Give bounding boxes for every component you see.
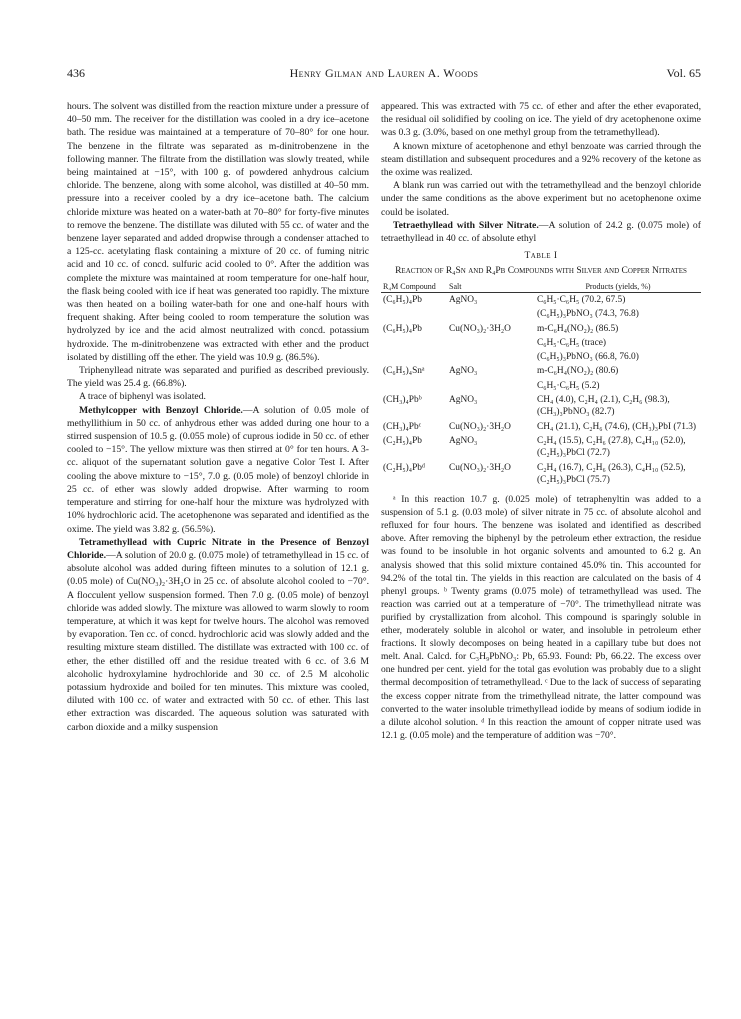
- paragraph: [67, 390, 369, 403]
- products-cell: CH₄ (4.0), C₂H₄ (2.1), C₂H₆ (98.3), (CH₃)₃PbNO₃ (82.7): [537, 395, 670, 418]
- salt-cell: Cu(NO₃)₂·3H₂O: [449, 421, 511, 432]
- table-row: [381, 434, 701, 461]
- salt-cell: [447, 307, 535, 321]
- running-title: Henry Gilman and Lauren A. Woods: [289, 66, 479, 80]
- products-cell: m-C₆H₄(NO₂)₂ (80.6): [537, 366, 619, 377]
- table-row: [381, 379, 701, 393]
- table-row: [381, 420, 701, 434]
- paragraph-text: A trace of biphenyl was isolated.: [79, 391, 206, 403]
- salt-cell: [447, 350, 535, 364]
- compound-cell: [381, 307, 447, 321]
- table-caption: Reaction of R₄Sn and R₄Pb Compounds with Silver and Copper Nitrates: [395, 266, 687, 277]
- products-cell: CH₄ (21.1), C₂H₆ (74.6), (CH₃)₃PbI (71.3): [537, 421, 697, 432]
- salt-cell: AgNO₃: [449, 435, 478, 446]
- table-footnotes: [381, 494, 701, 743]
- paragraph: [381, 179, 701, 219]
- paragraph-text: A blank run was carried out with the tetramethyllead and the benzoyl chloride under the same conditions as the above experiment but no acetophenone oxime could be isolated.: [381, 180, 701, 218]
- right-column-paragraphs: [381, 100, 701, 245]
- column-header-products: Products (yields, %): [535, 281, 701, 293]
- table-title: Table I: [524, 251, 558, 262]
- products-cell: C₂H₄ (16.7), C₂H₆ (26.3), C₄H₁₀ (52.5), (C₂H₅)₃PbCl (75.7): [537, 462, 686, 485]
- compound-cell: [381, 336, 447, 350]
- footnote: ᵃ In this reaction 10.7 g. (0.025 mole) of tetraphenyltin was added to a suspension of 5.1 g. (0.03 mole) of silver nitrate in 75 cc. of absolute alcohol and refluxed for four hours. The benzene was isolated and identified as described above. After removing the biphenyl by the petroleum ether extraction, the residue was found to be insoluble in hot organic solvents and amounted to 6.2 g. An analysis showed that this solid mixture contained 45.0% tin. This accounted for 94.2% of the total tin. The yields in this reaction are calculated on the basis of 4 phenyl groups. ᵇ Twenty grams (0.075 mole) of tetramethyllead was used. The reaction was carried out at a temperature of −70°. The trimethyllead nitrate was purified by crystallization from alcohol. This compound is sparingly soluble in ether, moderately soluble in alcohol or water, and insoluble in petroleum ether fractions. It slowly decomposes on being heated in a capillary tube but does not melt. Anal. Calcd. for C₃H₉PbNO₃: Pb, 65.93. Found: Pb, 66.22. The excess over one hundred per cent. yield for the total gas evolution was probably due to a slight thermal decomposition of tetramethyllead. ᶜ Due to the lack of success of separating the excess copper nitrate from the trimethyllead nitrate, the latter compound was converted to the water insoluble trimethyllead iodide by means of sodium iodide in a dilute alcohol solution. ᵈ In this reaction the amount of copper nitrate used was 12.1 g. (0.05 mole) and the temperature of addition was −70°.: [381, 495, 701, 741]
- products-cell: (C₆H₅)₃PbNO₃ (66.8, 76.0): [537, 352, 639, 363]
- salt-cell: AgNO₃: [449, 366, 478, 377]
- section-heading: Tetraethyllead with Silver Nitrate.: [393, 219, 539, 231]
- table-row: [381, 292, 701, 307]
- table-row: [381, 336, 701, 350]
- table-row: [381, 461, 701, 488]
- compound-cell: (C₆H₅)₄Snᵃ: [383, 366, 425, 377]
- salt-cell: [447, 379, 535, 393]
- salt-cell: AgNO₃: [449, 294, 478, 305]
- products-cell: (C₆H₅)₃PbNO₃ (74.3, 76.8): [537, 309, 639, 320]
- table-row: [381, 322, 701, 336]
- table-header-row: [381, 281, 701, 293]
- salt-cell: Cu(NO₃)₂·3H₂O: [449, 462, 511, 473]
- column-header-compound: R₄M Compound: [381, 281, 447, 293]
- compound-cell: [381, 350, 447, 364]
- paragraph: [67, 536, 369, 734]
- products-cell: C₆H₅·C₆H₅ (trace): [537, 337, 607, 348]
- products-cell: C₆H₅·C₆H₅ (70.2, 67.5): [537, 294, 626, 305]
- paragraph: [381, 100, 701, 140]
- results-table: [381, 281, 701, 487]
- right-column: [381, 100, 701, 743]
- page-number: 436: [67, 66, 85, 80]
- column-header-salt: Salt: [447, 281, 535, 293]
- left-column: [67, 100, 369, 734]
- paragraph: [67, 100, 369, 364]
- paragraph: [381, 219, 701, 245]
- paragraph-text: —A solution of 20.0 g. (0.075 mole) of tetramethyllead in 15 cc. of absolute alcohol was added during fifteen minutes to a solution of 12.1 g. (0.05 mole) of Cu(NO₃)₂·3H₂O in 25 cc. of absolute alcohol cooled to −70°. A flocculent yellow suspension formed. Then 7.0 g. (0.05 mole) of benzoyl chloride was added slowly. The mixture was allowed to warm slowly to room temperature, at which it was kept for twelve hours. The alcohol was removed by evaporation. Ten cc. of concd. hydrochloric acid was slowly added and the resulting mixture steam distilled. The distillate was extracted with 100 cc. of ether, the ether distilled off and the residue treated with 6 cc. of 3.6 M alcoholic hydroxylamine hydrochloride and 30 cc. of 2.5 M alcoholic potassium hydroxide and boiled for ten minutes. This mixture was cooled, diluted with 100 cc. of water and extracted with 50 cc. of ether. This last ether extraction was discarded. The aqueous solution was saturated with carbon dioxide and a milky suspension: [67, 549, 369, 733]
- paragraph-text: A known mixture of acetophenone and ethyl benzoate was carried through the steam distillation and subsequent procedures and a 92% recovery of the ketone as the oxime was realized.: [381, 140, 701, 179]
- compound-cell: (C₂H₅)₄Pb: [383, 435, 422, 446]
- table-row: [381, 307, 701, 321]
- compound-cell: (CH₃)₄Pbᶜ: [383, 421, 422, 432]
- paragraph-text: appeared. This was extracted with 75 cc. of ether and after the ether evaporated, the residual oil solidified by cooling on ice. The yield of dry acetophenone oxime was 0.3 g. (3.0%, based on one methyl group from the tetramethyllead).: [381, 101, 701, 139]
- paragraph-text: —A solution of 0.05 mole of methyllithium in 50 cc. of anhydrous ether was added during one hour to a stirred suspension of 10.5 g. (0.055 mole) of cuprous iodide in 50 cc. of ether cooled to −15°. The yellow mixture was then stirred at 0° for ten hours. A 3-cc. aliquot of the supernatant solution gave a negative Color Test I. After cooling the above mixture to −15°, 7.0 g. (0.05 mole) of benzoyl chloride in 25 cc. of ether was slowly added dropwise. After warming to room temperature and stirring for one-half hour the mixture was hydrolyzed with 10% hydrochloric acid. The acetophenone was separated and identified as the oxime. The yield was 3.82 g. (56.5%).: [67, 404, 369, 535]
- paragraph-text: Triphenyllead nitrate was separated and purified as described previously. The yield was 25.4 g. (66.8%).: [67, 365, 369, 390]
- paragraph: [381, 140, 701, 180]
- products-cell: m-C₆H₄(NO₂)₂ (86.5): [537, 323, 619, 334]
- salt-cell: Cu(NO₃)₂·3H₂O: [449, 323, 511, 334]
- compound-cell: (C₆H₅)₄Pb: [383, 294, 422, 305]
- products-cell: C₆H₅·C₆H₅ (5.2): [537, 380, 600, 391]
- salt-cell: [447, 336, 535, 350]
- paragraph: [67, 364, 369, 390]
- compound-cell: (C₂H₅)₄Pbᵈ: [383, 462, 425, 473]
- paragraph: [67, 404, 369, 536]
- volume-label: Vol. 65: [666, 66, 701, 80]
- paragraph-text: hours. The solvent was distilled from the reaction mixture under a pressure of 40–50 mm. The receiver for the distillation was cooled in a dry ice–acetone bath. The residue was maintained at a temperature of 70–80° for one hour. The benzene in the filtrate was separated as m-dinitrobenzene in the following manner. The filtrate from the distillation was slowly treated, while being maintained at −15°, with 100 g. of powdered anhydrous calcium chloride. The benzene, along with some alcohol, was distilled at 40–50 mm. pressure into a receiver cooled by a dry ice–acetone bath. The calcium chloride mixture was heated on a water-bath at 70–80° for forty-five minutes to remove the benzene. The distillate was diluted with 55 cc. of water and the benzene layer separated and added dropwise through a condenser attached to a 125-cc. acetylating flask containing a mixture of 20 cc. of fuming nitric acid and 10 cc. of concd. sulfuric acid cooled to 0°. After the addition was complete the mixture was maintained at room temperature for one-half hour, the flask being cooled with ice if heat was generated too rapidly. The mixture was then heated on a boiling water-bath for one and one-half hours with frequent shaking. After being cooled to room temperature the solution was hydrolyzed by ice and the acid almost neutralized with concd. potassium hydroxide. The m-dinitrobenzene was extracted with ether and the product isolated by distilling off the ether. The yield was 10.9 g. (86.5%).: [67, 101, 369, 363]
- compound-cell: (CH₃)₄Pbᵇ: [383, 395, 422, 406]
- table-row: [381, 393, 701, 420]
- section-heading: Methylcopper with Benzoyl Chloride.: [79, 404, 243, 416]
- running-header: [67, 66, 701, 82]
- paragraph-text: —A solution of 24.2 g. (0.075 mole) of tetraethyllead in 40 cc. of absolute ethyl: [381, 219, 701, 245]
- table-row: [381, 350, 701, 364]
- compound-cell: [381, 379, 447, 393]
- table-body: [381, 292, 701, 487]
- compound-cell: (C₆H₅)₄Pb: [383, 323, 422, 334]
- products-cell: C₂H₄ (15.5), C₂H₆ (27.8), C₄H₁₀ (52.0), (C₂H₅)₃PbCl (72.7): [537, 435, 686, 459]
- salt-cell: AgNO₃: [449, 395, 478, 406]
- table-row: [381, 364, 701, 378]
- section-heading: Tetramethyllead with Cupric Nitrate in the Presence of Benzoyl Chloride.: [67, 536, 369, 561]
